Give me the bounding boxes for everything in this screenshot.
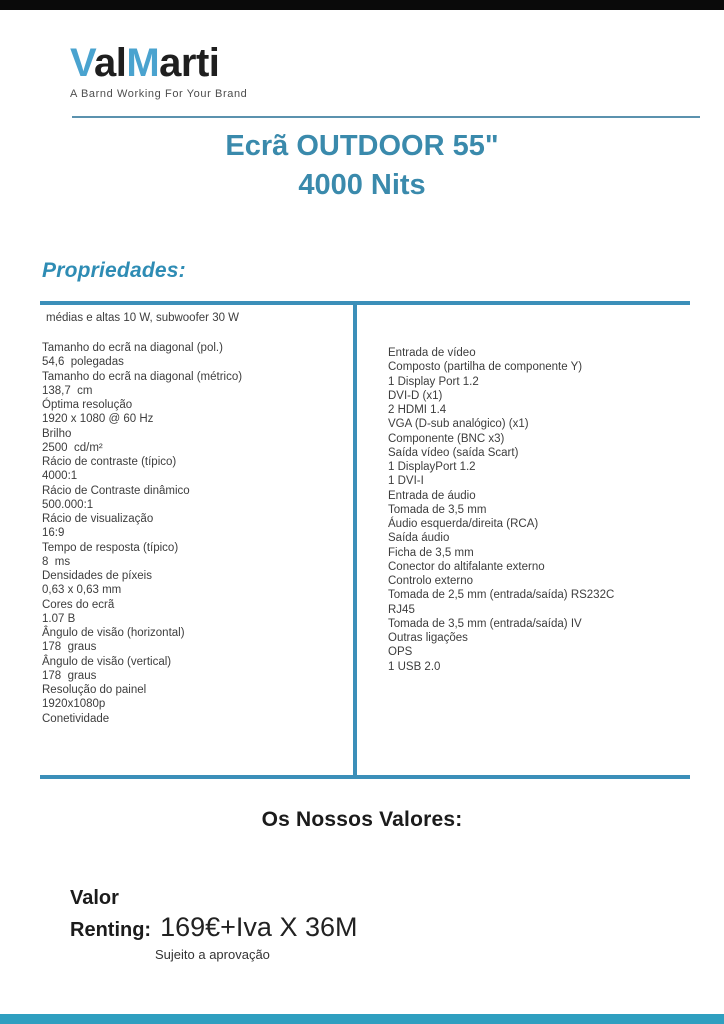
- spec-line: Tomada de 2,5 mm (entrada/saída) RS232C: [388, 589, 615, 602]
- table-column-divider: [353, 301, 357, 779]
- spec-line: Tamanho do ecrã na diagonal (métrico): [42, 370, 243, 383]
- pricing-price: 169€+Iva X 36M: [160, 912, 358, 942]
- spec-line: RJ45: [388, 603, 415, 616]
- spec-line: Resolução do painel: [42, 684, 147, 696]
- spec-line: Controlo externo: [388, 575, 474, 587]
- spec-line: 500.000:1: [42, 498, 94, 511]
- pricing-line: [70, 912, 357, 945]
- spec-line: Tomada de 3,5 mm: [388, 503, 487, 516]
- spec-line: Cores do ecrã: [42, 598, 115, 611]
- spec-line: Outras ligações: [388, 632, 468, 644]
- page-title-line2: 4000 Nits: [298, 169, 426, 201]
- spec-line: 138,7 cm: [42, 384, 93, 397]
- spec-line: Ficha de 3,5 mm: [388, 546, 474, 559]
- brand-logo: [70, 40, 247, 100]
- page-title: [0, 127, 724, 205]
- spec-line: Áudio esquerda/direita (RCA): [388, 518, 539, 530]
- spec-line: Óptima resolução: [42, 399, 133, 411]
- spec-line: Rácio de Contraste dinâmico: [42, 484, 190, 497]
- pricing-label-valor: Valor: [70, 887, 119, 909]
- spec-line: Tempo de resposta (típico): [42, 541, 179, 554]
- pricing-block: [70, 885, 357, 962]
- spec-line: Ângulo de visão (horizontal): [42, 627, 185, 639]
- brand-tagline: A Barnd Working For Your Brand: [70, 88, 248, 100]
- spec-line: 1 Display Port 1.2: [388, 375, 479, 388]
- spec-line: 2500 cd/m²: [42, 441, 103, 454]
- bottom-accent-bar: [0, 1014, 724, 1024]
- spec-column-right: [388, 346, 708, 674]
- spec-line: 2 HDMI 1.4: [388, 404, 447, 416]
- spec-line: Entrada de áudio: [388, 489, 476, 502]
- page-title-line1: Ecrã OUTDOOR 55": [225, 130, 499, 162]
- spec-intro-row: médias e altas 10 W, subwoofer 30 W: [46, 312, 240, 324]
- pricing-approval-note: Sujeito a aprovação: [155, 947, 270, 962]
- header-divider-line: [72, 116, 700, 118]
- spec-line: 1.07 B: [42, 612, 76, 625]
- spec-line: Componente (BNC x3): [388, 432, 505, 445]
- spec-line: 1 DisplayPort 1.2: [388, 461, 476, 473]
- spec-line: Conector do altifalante externo: [388, 560, 545, 573]
- spec-line: Densidades de píxeis: [42, 570, 152, 582]
- spec-line: 178 graus: [42, 641, 97, 654]
- spec-line: Tomada de 3,5 mm (entrada/saída) IV: [388, 617, 582, 630]
- spec-line: 1920x1080p: [42, 698, 106, 711]
- spec-line: 16:9: [42, 527, 65, 540]
- spec-line: 1 USB 2.0: [388, 660, 441, 673]
- spec-line: 1920 x 1080 @ 60 Hz: [42, 413, 154, 426]
- spec-line: 4000:1: [42, 470, 78, 483]
- spec-line: Saída áudio: [388, 532, 450, 545]
- table-bottom-border: [40, 775, 690, 779]
- spec-line: 178 graus: [42, 669, 97, 682]
- spec-line: Composto (partilha de componente Y): [388, 361, 583, 374]
- spec-line: Entrada de vídeo: [388, 347, 476, 359]
- spec-line: Brilho: [42, 427, 72, 440]
- spec-line: Rácio de visualização: [42, 513, 154, 525]
- values-heading: Os Nossos Valores:: [261, 808, 463, 831]
- spec-line: VGA (D-sub analógico) (x1): [388, 418, 529, 431]
- spec-line: Tamanho do ecrã na diagonal (pol.): [42, 342, 223, 354]
- properties-heading: Propriedades:: [42, 259, 186, 282]
- table-top-border: [40, 301, 690, 305]
- spec-line: Rácio de contraste (típico): [42, 456, 177, 468]
- spec-line: OPS: [388, 646, 413, 659]
- spec-line: Saída vídeo (saída Scart): [388, 446, 519, 459]
- spec-line: Ângulo de visão (vertical): [42, 655, 172, 668]
- logo-letters-al: al: [93, 41, 127, 85]
- brand-logo-text: [70, 40, 247, 86]
- logo-letters-arti: arti: [159, 41, 220, 85]
- spec-line: 54,6 polegadas: [42, 356, 124, 369]
- top-accent-bar: [0, 0, 724, 10]
- spec-line: 8 ms: [42, 555, 71, 568]
- spec-column-left: [42, 341, 342, 726]
- logo-letter-m: M: [126, 41, 160, 85]
- logo-letter-v: V: [70, 41, 94, 85]
- pricing-label-renting: Renting:: [70, 919, 152, 941]
- spec-line: 0,63 x 0,63 mm: [42, 584, 122, 597]
- spec-line: 1 DVI-I: [388, 475, 424, 488]
- spec-line: DVI-D (x1): [388, 389, 443, 402]
- spec-line: Conetividade: [42, 712, 110, 725]
